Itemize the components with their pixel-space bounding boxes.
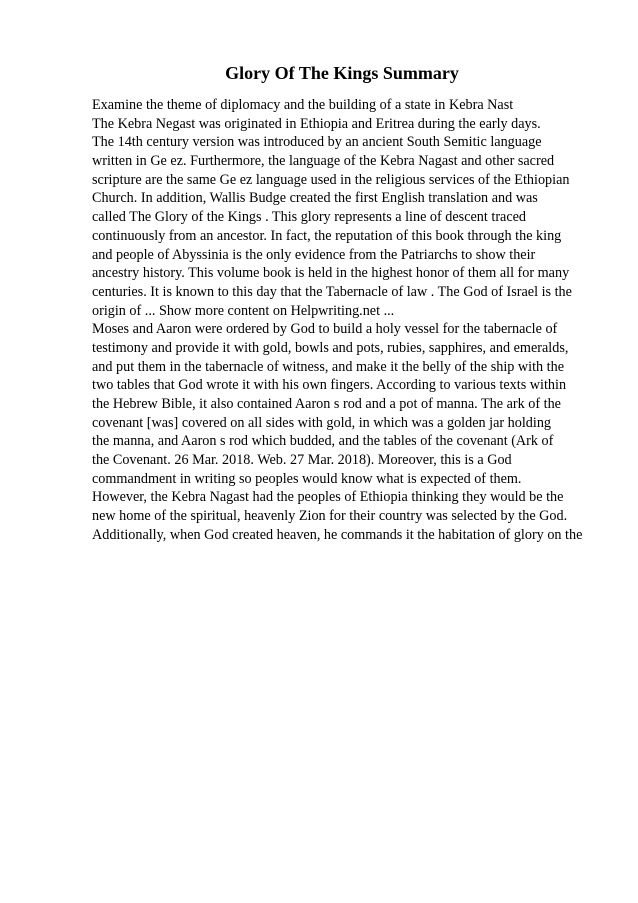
- body-text: [92, 96, 612, 545]
- text-line: written in Ge ez. Furthermore, the language of the Kebra Nagast and other sacred: [92, 153, 555, 170]
- text-line: new home of the spiritual, heavenly Zion for their country was selected by the God.: [92, 508, 568, 525]
- page-title: Glory Of The Kings Summary: [225, 63, 459, 83]
- text-line: and people of Abyssinia is the only evidence from the Patriarchs to show their: [92, 246, 536, 263]
- text-line: ancestry history. This volume book is held in the highest honor of them all for many: [92, 265, 570, 282]
- text-line: covenant [was] covered on all sides with gold, in which was a golden jar holding: [92, 414, 552, 431]
- text-line: two tables that God wrote it with his own fingers. According to various texts within: [92, 377, 567, 394]
- text-line: and put them in the tabernacle of witness, and make it the belly of the ship with the: [92, 358, 565, 375]
- text-line: scripture are the same Ge ez language used in the religious services of the Ethiopian: [92, 171, 570, 188]
- text-line: the Covenant. 26 Mar. 2018. Web. 27 Mar. 2018). Moreover, this is a God: [92, 452, 512, 469]
- text-line: Additionally, when God created heaven, he commands it the habitation of glory on the: [92, 526, 583, 543]
- text-line: However, the Kebra Nagast had the peoples of Ethiopia thinking they would be the: [92, 489, 564, 506]
- text-line: Church. In addition, Wallis Budge created the first English translation and was: [92, 190, 538, 207]
- text-line: Moses and Aaron were ordered by God to build a holy vessel for the tabernacle of: [92, 321, 558, 338]
- text-line: testimony and provide it with gold, bowls and pots, rubies, sapphires, and emeralds,: [92, 339, 569, 356]
- text-line: the manna, and Aaron s rod which budded, and the tables of the covenant (Ark of: [92, 433, 554, 450]
- text-line: continuously from an ancestor. In fact, the reputation of this book through the king: [92, 227, 562, 244]
- text-line: Examine the theme of diplomacy and the building of a state in Kebra Nast: [92, 97, 514, 113]
- text-line: The Kebra Negast was originated in Ethiopia and Eritrea during the early days.: [92, 115, 541, 132]
- text-line: centuries. It is known to this day that the Tabernacle of law . The God of Israel is the: [92, 283, 572, 300]
- text-line: origin of ... Show more content on Helpwriting.net ...: [92, 302, 395, 319]
- text-line: commandment in writing so peoples would know what is expected of them.: [92, 470, 522, 487]
- text-line: the Hebrew Bible, it also contained Aaron s rod and a pot of manna. The ark of the: [92, 396, 561, 412]
- text-line: called The Glory of the Kings . This glory represents a line of descent traced: [92, 209, 527, 226]
- text-line: The 14th century version was introduced by an ancient South Semitic language: [92, 134, 542, 151]
